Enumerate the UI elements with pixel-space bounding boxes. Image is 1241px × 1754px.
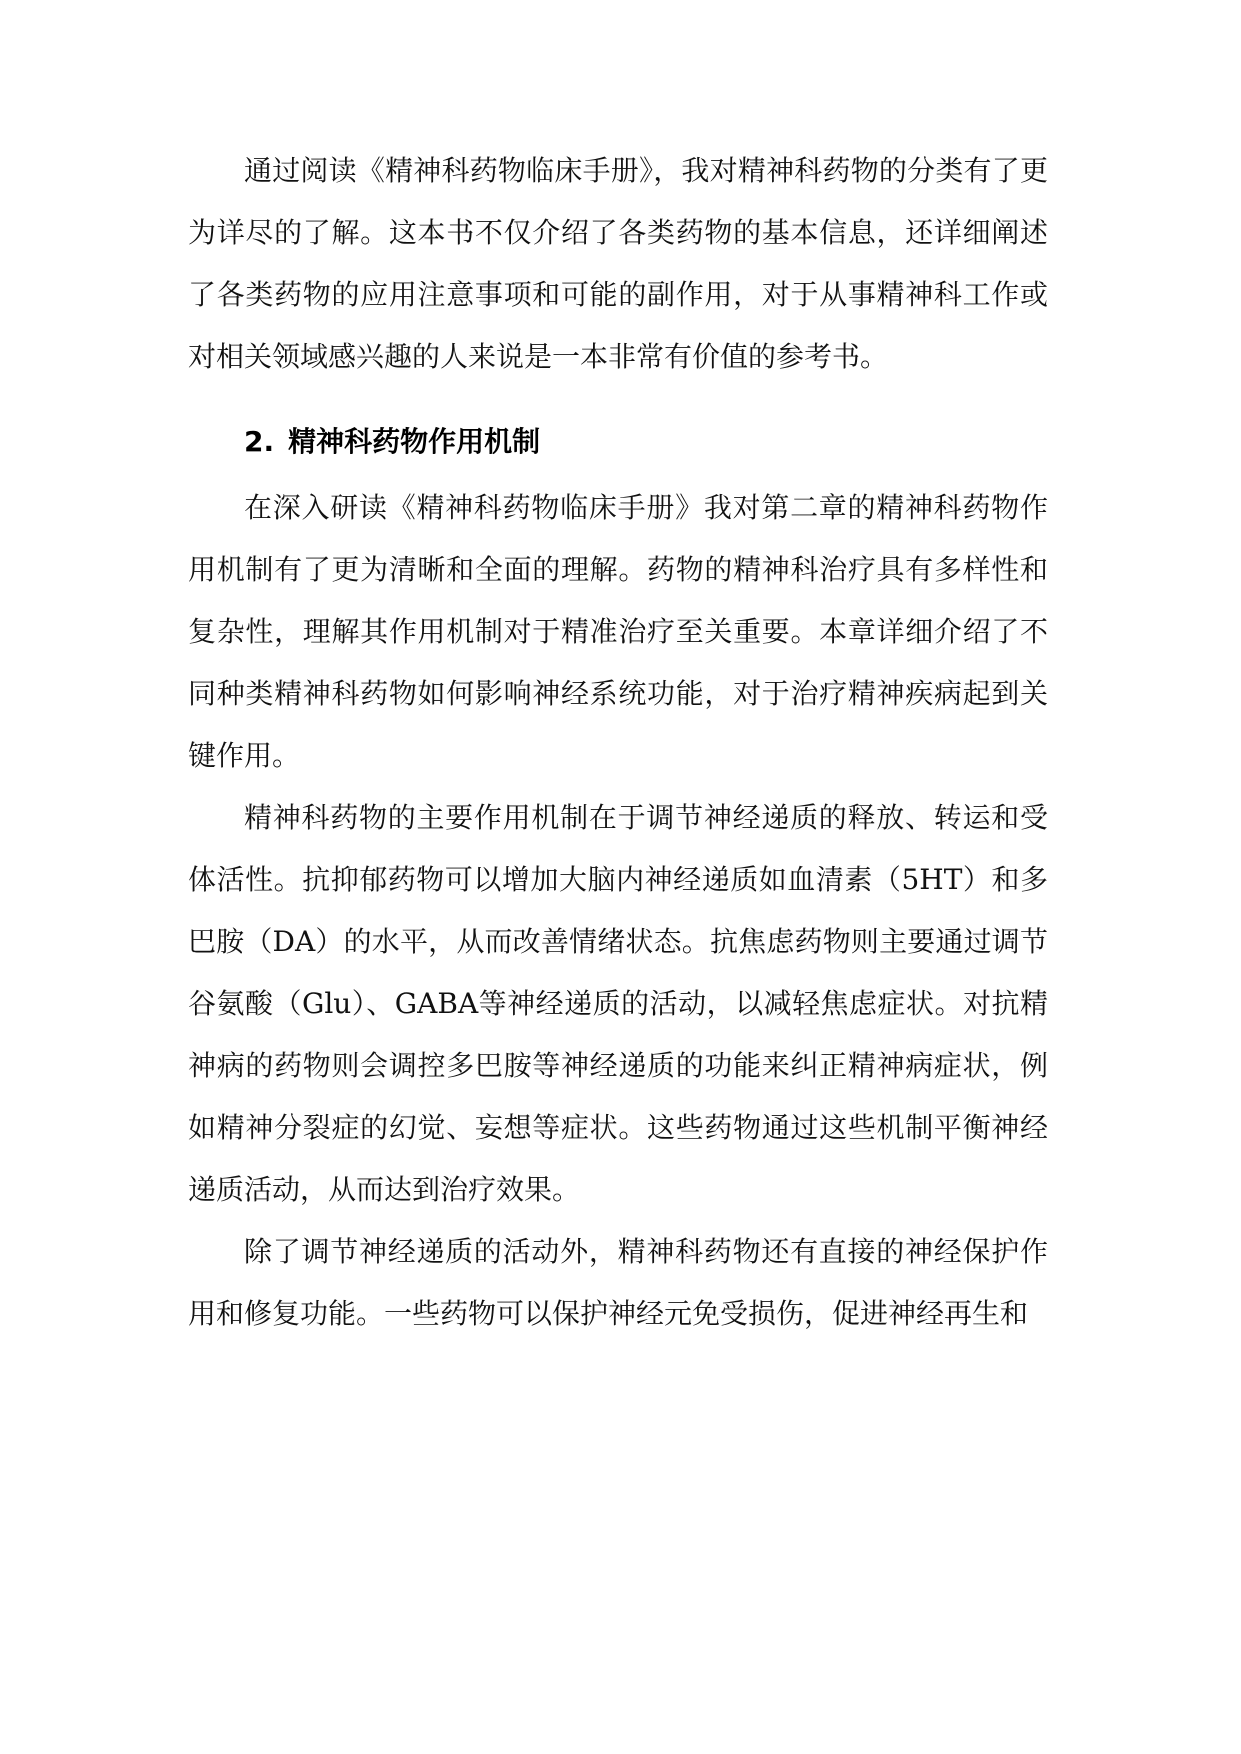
section-paragraph-3: 除了调节神经递质的活动外，精神科药物还有直接的神经保护作用和修复功能。一些药物可以保护神经元免受损伤，促进神经再生和 — [188, 1235, 1048, 1330]
section-title: 精神科药物作用机制 — [288, 425, 541, 458]
section-heading — [188, 411, 1048, 473]
intro-paragraph: 通过阅读《精神科药物临床手册》，我对精神科药物的分类有了更为详尽的了解。这本书不仅介绍了各类药物的基本信息，还详细阐述了各类药物的应用注意事项和可能的副作用，对于从事精神科工作或对相关领域感兴趣的人来说是一本非常有价值的参考书。 — [188, 154, 1048, 373]
section-number: 2. — [244, 425, 275, 458]
section-paragraph-1: 在深入研读《精神科药物临床手册》我对第二章的精神科药物作用机制有了更为清晰和全面的理解。药物的精神科治疗具有多样性和复杂性，理解其作用机制对于精准治疗至关重要。本章详细介绍了不同种类精神科药物如何影响神经系统功能，对于治疗精神疾病起到关键作用。 — [188, 491, 1048, 772]
section-paragraph-2: 精神科药物的主要作用机制在于调节神经递质的释放、转运和受体活性。抗抑郁药物可以增加大脑内神经递质如血清素（5HT）和多巴胺（DA）的水平，从而改善情绪状态。抗焦虑药物则主要通过调节谷氨酸（Glu）、GABA等神经递质的活动，以减轻焦虑症状。对抗精神病的药物则会调控多巴胺等神经递质的功能来纠正精神病症状，例如精神分裂症的幻觉、妄想等症状。这些药物通过这些机制平衡神经递质活动，从而达到治疗效果。 — [188, 801, 1048, 1206]
document-body — [188, 140, 1048, 1345]
